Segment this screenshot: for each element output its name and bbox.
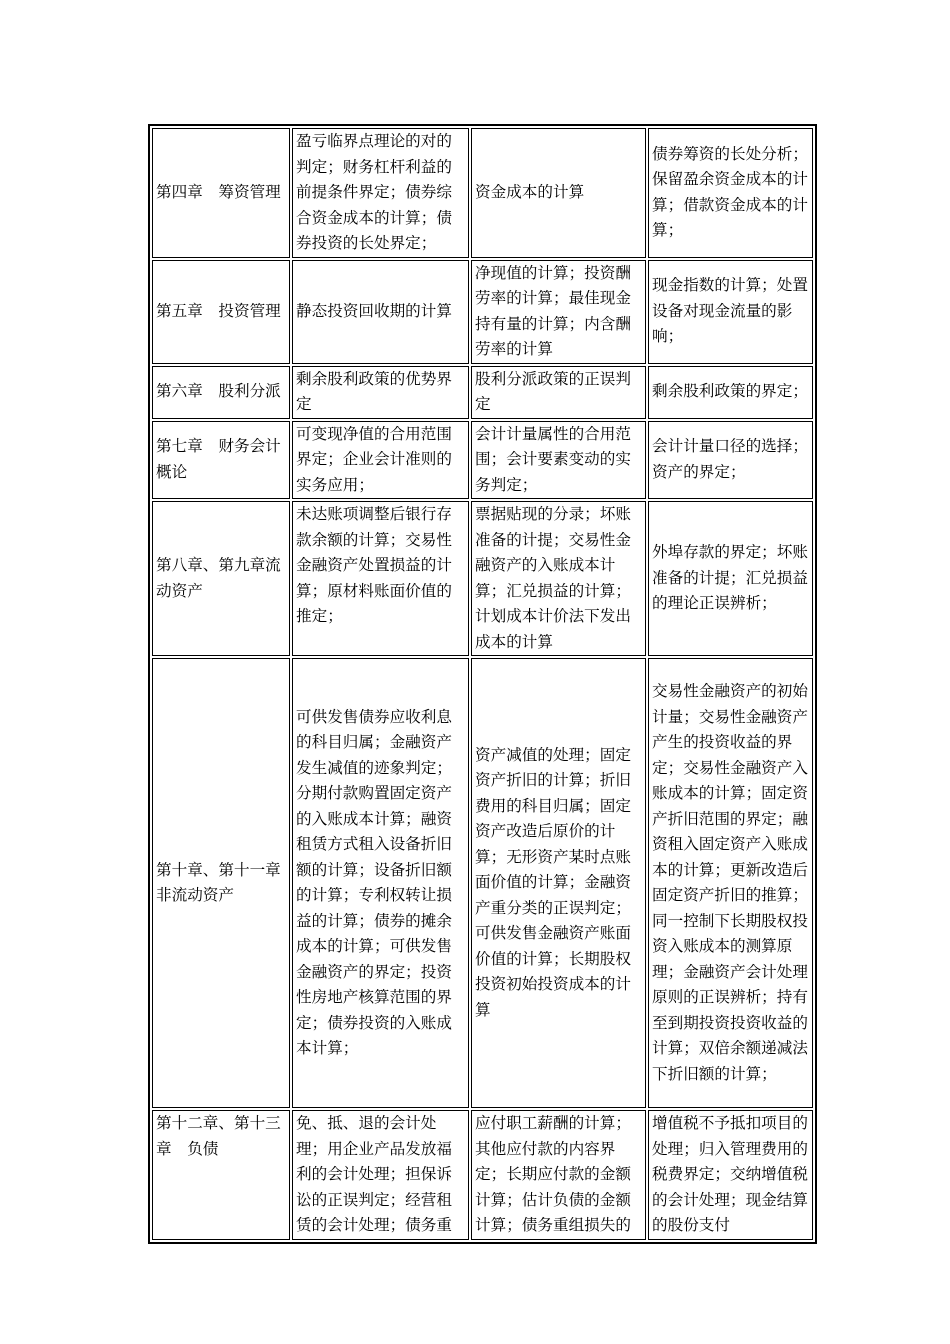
table-row [152,658,813,1108]
topic-cell: 会计计量口径的选择；资产的界定； [648,421,813,500]
chapter-cell: 第十章、第十一章 非流动资产 [152,658,290,1108]
table-row [152,260,813,364]
chapter-cell: 第十二章、第十三章 负债 [152,1110,290,1240]
topic-cell: 票据贴现的分录；坏账准备的计提；交易性金融资产的入账成本计算；汇兑损益的计算；计划成本计价法下发出成本的计算 [471,501,646,656]
chapter-cell: 第四章 筹资管理 [152,128,290,258]
table-row [152,1110,813,1240]
topic-cell: 盈亏临界点理论的对的判定；财务杠杆利益的前提条件界定；债券综合资金成本的计算；债券投资的长处界定； [292,128,469,258]
topic-cell: 应付职工薪酬的计算；其他应付款的内容界定；长期应付款的金额计算；估计负债的金额计算；债务重组损失的 [471,1110,646,1240]
table-row [152,366,813,419]
topic-cell: 现金指数的计算；处置设备对现金流量的影响； [648,260,813,364]
topic-cell: 资产减值的处理；固定资产折旧的计算；折旧费用的科目归属；固定资产改造后原价的计算；无形资产某时点账面价值的计算；金融资产重分类的正误判定；可供发售金融资产账面价值的计算；长期股权投资初始投资成本的计算 [471,658,646,1108]
chapter-cell: 第六章 股利分派 [152,366,290,419]
topic-cell: 剩余股利政策的优势界定 [292,366,469,419]
exam-topics-table [148,124,817,1244]
topic-cell: 未达账项调整后银行存款余额的计算；交易性金融资产处置损益的计算；原材料账面价值的推定； [292,501,469,656]
topic-cell: 免、抵、退的会计处理；用企业产品发放福利的会计处理；担保诉讼的正误判定；经营租赁的会计处理；债务重 [292,1110,469,1240]
chapter-cell: 第五章 投资管理 [152,260,290,364]
table-row [152,501,813,656]
topic-cell: 净现值的计算；投资酬劳率的计算；最佳现金持有量的计算；内含酬劳率的计算 [471,260,646,364]
topic-cell: 静态投资回收期的计算 [292,260,469,364]
table-row [152,421,813,500]
topic-cell: 交易性金融资产的初始计量；交易性金融资产产生的投资收益的界定；交易性金融资产入账成本的计算；固定资产折旧范围的界定；融资租入固定资产入账成本的计算；更新改造后固定资产折旧的推算；同一控制下长期股权投资入账成本的测算原理；金融资产会计处理原则的正误辨析；持有至到期投资投资收益的计算；双倍余额递减法下折旧额的计算； [648,658,813,1108]
table-row [152,128,813,258]
topic-cell: 股利分派政策的正误判定 [471,366,646,419]
topic-cell: 会计计量属性的合用范围；会计要素变动的实务判定； [471,421,646,500]
topic-cell: 可变现净值的合用范围界定；企业会计准则的实务应用； [292,421,469,500]
topic-cell: 外埠存款的界定；坏账准备的计提；汇兑损益的理论正误辨析； [648,501,813,656]
topic-cell: 增值税不予抵扣项目的处理；归入管理费用的税费界定；交纳增值税的会计处理；现金结算的股份支付 [648,1110,813,1240]
chapter-cell: 第七章 财务会计概论 [152,421,290,500]
topic-cell: 资金成本的计算 [471,128,646,258]
topic-cell: 债券筹资的长处分析；保留盈余资金成本的计算；借款资金成本的计算； [648,128,813,258]
topic-cell: 剩余股利政策的界定； [648,366,813,419]
chapter-cell: 第八章、第九章流动资产 [152,501,290,656]
topic-cell: 可供发售债券应收利息的科目归属；金融资产发生减值的迹象判定；分期付款购置固定资产的入账成本计算；融资租赁方式租入设备折旧额的计算；设备折旧额的计算；专利权转让损益的计算；债券的摊余成本的计算；可供发售金融资产的界定；投资性房地产核算范围的界定；债券投资的入账成本计算； [292,658,469,1108]
